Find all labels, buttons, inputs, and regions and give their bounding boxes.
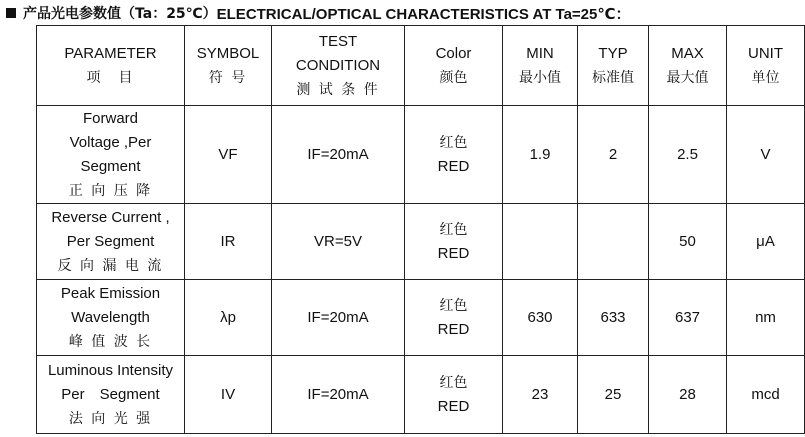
cell-symbol: VF <box>185 106 272 204</box>
cell-symbol: IV <box>185 356 272 434</box>
cell-unit: V <box>727 106 805 204</box>
cell-condition: IF=20mA <box>272 106 405 204</box>
header-min: MIN 最小值 <box>503 26 578 106</box>
characteristics-table <box>36 25 805 434</box>
header-max: MAX 最大值 <box>649 26 727 106</box>
cell-unit: mcd <box>727 356 805 434</box>
cell-symbol: λp <box>185 280 272 356</box>
cell-condition: IF=20mA <box>272 356 405 434</box>
cell-color: 红色 RED <box>405 356 503 434</box>
header-color: Color 颜色 <box>405 26 503 106</box>
title-cn: 产品光电参数值（Ta：25℃） <box>23 6 217 22</box>
header-unit: UNIT 单位 <box>727 26 805 106</box>
cell-color: 红色 RED <box>405 204 503 280</box>
cell-max: 50 <box>649 204 727 280</box>
cell-typ: 2 <box>578 106 649 204</box>
cell-condition: VR=5V <box>272 204 405 280</box>
table-row <box>37 356 805 434</box>
cell-min <box>503 204 578 280</box>
cell-unit: nm <box>727 280 805 356</box>
square-bullet-icon <box>6 8 16 18</box>
cell-parameter: Luminous Intensity Per Segment 法 向 光 强 <box>37 356 185 434</box>
cell-condition: IF=20mA <box>272 280 405 356</box>
cell-unit: μA <box>727 204 805 280</box>
cell-color: 红色 RED <box>405 106 503 204</box>
cell-typ: 25 <box>578 356 649 434</box>
title-en: ELECTRICAL/OPTICAL CHARACTERISTICS AT Ta=25℃： <box>216 5 631 23</box>
cell-parameter: Forward Voltage ,Per Segment 正 向 压 降 <box>37 106 185 204</box>
header-typ: TYP 标准值 <box>578 26 649 106</box>
table-row <box>37 280 805 356</box>
header-condition: TEST CONDITION 测 试 条 件 <box>272 26 405 106</box>
header-parameter: PARAMETER 项 目 <box>37 26 185 106</box>
header-symbol: SYMBOL 符 号 <box>185 26 272 106</box>
table-row <box>37 106 805 204</box>
cell-parameter: Reverse Current , Per Segment 反 向 漏 电 流 <box>37 204 185 280</box>
section-title <box>6 2 631 24</box>
cell-symbol: IR <box>185 204 272 280</box>
header-row <box>37 26 805 106</box>
cell-min: 23 <box>503 356 578 434</box>
cell-max: 28 <box>649 356 727 434</box>
table-row <box>37 204 805 280</box>
cell-typ <box>578 204 649 280</box>
cell-min: 1.9 <box>503 106 578 204</box>
cell-max: 2.5 <box>649 106 727 204</box>
cell-min: 630 <box>503 280 578 356</box>
cell-typ: 633 <box>578 280 649 356</box>
cell-color: 红色 RED <box>405 280 503 356</box>
cell-max: 637 <box>649 280 727 356</box>
cell-parameter: Peak Emission Wavelength 峰 值 波 长 <box>37 280 185 356</box>
